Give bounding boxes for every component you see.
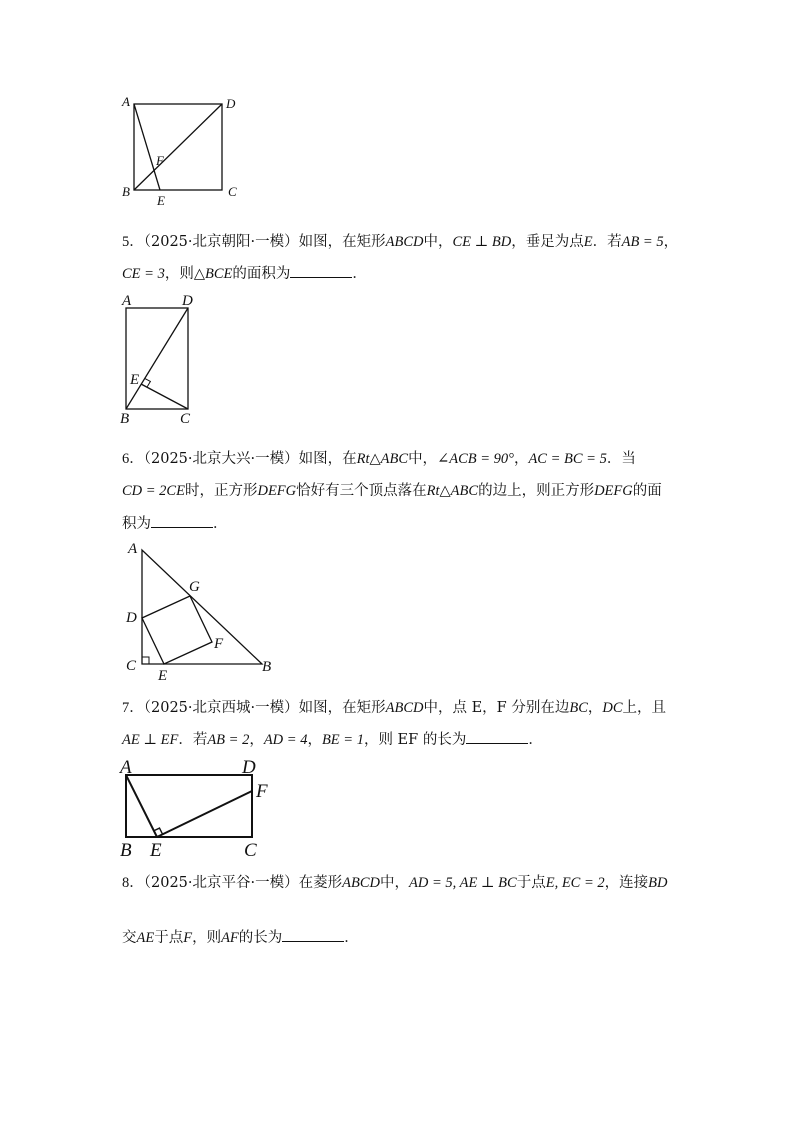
- segment-ce: [141, 384, 188, 409]
- figure-q6-svg: [120, 538, 290, 684]
- q8-line-2: [122, 927, 359, 948]
- q8-text: ，连接: [604, 875, 649, 891]
- label-a: A: [122, 293, 132, 309]
- q5-math: AB = 5: [621, 234, 664, 250]
- q8-text: ．: [344, 930, 359, 946]
- q6-line-1: [122, 449, 636, 469]
- diagonal-bd: [126, 308, 188, 409]
- right-angle-mark: [142, 657, 149, 664]
- q8-math: F: [183, 930, 193, 946]
- q5-line-1: [122, 232, 678, 252]
- q6-line-2: [122, 481, 662, 501]
- q7-line-1: [122, 698, 666, 718]
- label-d: D: [226, 96, 236, 111]
- q8-math: AD = 5, AE ⊥ BC: [408, 875, 517, 891]
- q6-text: ．: [213, 516, 228, 532]
- label-a: A: [120, 757, 132, 778]
- label-b: B: [122, 184, 130, 199]
- q6-math: ∠ACB = 90°: [437, 451, 514, 467]
- q6-line-3: [122, 513, 228, 534]
- q5-text: ，垂足为点: [511, 234, 584, 250]
- q6-text: 如图，在: [298, 451, 357, 467]
- q8-text: 中，: [379, 875, 409, 891]
- q7-math: AD = 4: [263, 732, 308, 748]
- q6-text: 恰好有三个顶点落在: [296, 483, 427, 499]
- figure-square-svg: [110, 90, 260, 215]
- q7-math: AE ⊥ EF: [122, 732, 179, 748]
- label-b: B: [120, 411, 130, 427]
- q8-number: 8．: [122, 875, 144, 891]
- q7-text: ，: [249, 732, 264, 748]
- label-f: F: [214, 636, 224, 652]
- segment-ae: [126, 775, 157, 837]
- q8-math: AF: [221, 930, 239, 946]
- figure-square-abcd: [110, 90, 260, 215]
- label-a: A: [122, 94, 130, 109]
- q5-source: （2025·北京朝阳·一模）: [143, 234, 299, 250]
- label-e: E: [158, 668, 168, 684]
- q5-math: CE ⊥ BD: [452, 234, 512, 250]
- q6-text: 的面: [632, 483, 662, 499]
- q7-text: ，则 EF 的长为: [363, 732, 467, 748]
- q6-text: ，: [513, 451, 529, 467]
- q7-line-2: [122, 729, 543, 750]
- label-d: D: [126, 610, 137, 626]
- q8-math: ABCD: [342, 875, 380, 891]
- q6-math: Rt△ABC: [356, 451, 409, 467]
- q8-line-1: [122, 873, 667, 893]
- q7-math: BC: [569, 700, 588, 716]
- answer-blank: [290, 263, 352, 278]
- q7-text: 上，且: [622, 700, 667, 716]
- q5-text: ，则: [164, 266, 194, 282]
- figure-rectangle-abcd-q7: [112, 755, 282, 865]
- q5-text: ，: [663, 234, 679, 250]
- q6-text: 中，: [408, 451, 438, 467]
- q6-math: AC = BC = 5: [528, 451, 607, 467]
- q5-text: 的面积为: [232, 266, 291, 282]
- q8-math: BD: [648, 875, 668, 891]
- answer-blank: [151, 513, 213, 528]
- q8-text: 交: [122, 930, 137, 946]
- label-f: F: [156, 153, 164, 168]
- label-d: D: [182, 293, 193, 309]
- label-c: C: [228, 184, 237, 199]
- q6-text: 时，正方形: [184, 483, 258, 499]
- label-c: C: [126, 658, 137, 674]
- q8-math: AE: [136, 930, 155, 946]
- rectangle-outline: [126, 775, 252, 837]
- q5-text: ．若: [592, 234, 622, 250]
- q5-text: 如图，在矩形: [298, 234, 386, 250]
- q7-math: DC: [602, 700, 623, 716]
- q5-text: 中，: [423, 234, 453, 250]
- q7-number: 7．: [122, 700, 144, 716]
- label-b: B: [120, 840, 132, 861]
- q8-source: （2025·北京平谷·一模）: [143, 875, 299, 891]
- q6-math: DEFG: [257, 483, 297, 499]
- q5-math: △BCE: [193, 266, 233, 282]
- q7-text: 如图，在矩形: [298, 700, 386, 716]
- figure-right-triangle-q6: [120, 538, 290, 684]
- label-f: F: [256, 781, 268, 802]
- q8-text: 的长为: [238, 930, 283, 946]
- q6-math: CD = 2CE: [122, 483, 185, 499]
- q5-math: CE = 3: [122, 266, 165, 282]
- q5-math: E: [583, 234, 593, 250]
- label-e: E: [157, 193, 165, 208]
- q6-text: 的边上，则正方形: [478, 483, 595, 499]
- q7-math: AB = 2: [207, 732, 250, 748]
- q8-text: 于点: [516, 875, 546, 891]
- q8-text: 在菱形: [298, 875, 343, 891]
- label-e: E: [130, 372, 140, 388]
- q7-text: 中，点 E，F 分别在边: [423, 700, 570, 716]
- q6-text: ．当: [606, 451, 636, 467]
- q8-text: 于点: [154, 930, 184, 946]
- right-angle-mark: [145, 378, 151, 386]
- q7-source: （2025·北京西城·一模）: [143, 700, 299, 716]
- q5-number: 5．: [122, 234, 144, 250]
- answer-blank: [466, 729, 528, 744]
- q7-text: ．若: [178, 732, 208, 748]
- label-g: G: [189, 579, 200, 595]
- label-b: B: [262, 659, 272, 675]
- label-e: E: [150, 840, 162, 861]
- label-a: A: [128, 541, 138, 557]
- q7-text: ，: [307, 732, 322, 748]
- figure-rectangle-abcd-q5: [112, 292, 222, 427]
- q6-math: DEFG: [594, 483, 633, 499]
- q6-number: 6．: [122, 451, 144, 467]
- label-c: C: [180, 411, 191, 427]
- q7-math: BE = 1: [321, 732, 364, 748]
- label-c: C: [244, 840, 257, 861]
- q8-text: ，则: [192, 930, 222, 946]
- q6-text: 积为: [122, 516, 151, 532]
- q6-math: Rt△ABC: [426, 483, 479, 499]
- figure-q5-svg: [112, 292, 222, 427]
- answer-blank: [282, 927, 344, 942]
- segment-ef: [157, 791, 252, 837]
- q7-text: ．: [528, 732, 543, 748]
- q6-source: （2025·北京大兴·一模）: [143, 451, 299, 467]
- q7-text: ，: [587, 700, 603, 716]
- label-d: D: [242, 757, 256, 778]
- q7-math: ABCD: [385, 700, 424, 716]
- q5-text: ．: [352, 266, 367, 282]
- figure-q7-svg: [112, 755, 282, 865]
- q5-math: ABCD: [385, 234, 424, 250]
- q8-math: E, EC = 2: [545, 875, 605, 891]
- q5-line-2: [122, 263, 367, 284]
